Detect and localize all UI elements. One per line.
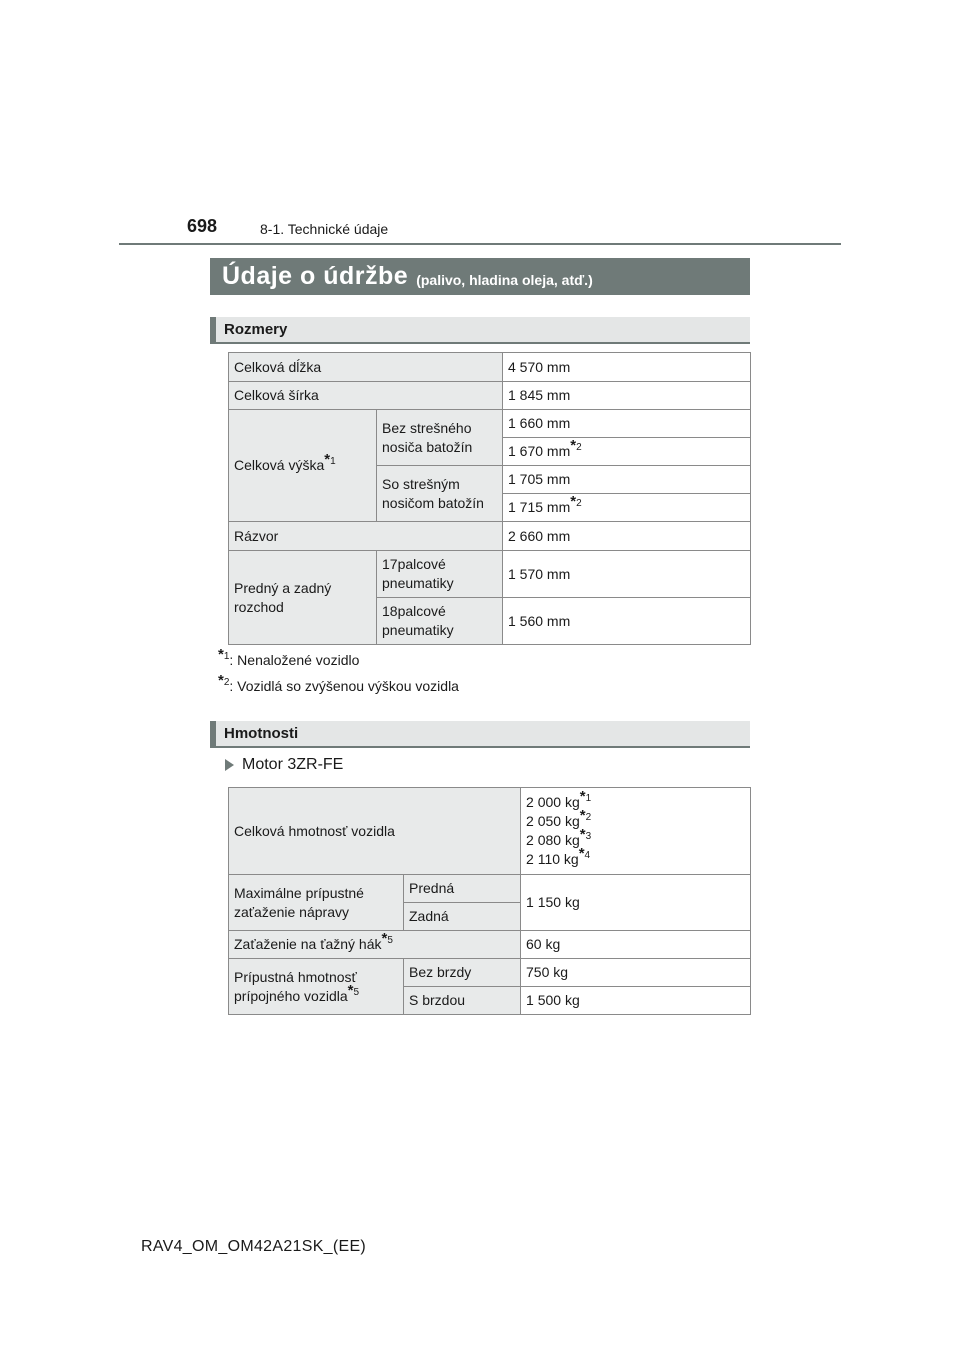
page-number: 698 bbox=[187, 216, 218, 236]
gross-weight-label: Celková hmotnosť vozidla bbox=[229, 788, 521, 875]
footnote-mark: *4 bbox=[578, 845, 591, 863]
table-row bbox=[229, 788, 751, 875]
weights-table bbox=[228, 787, 751, 1015]
weights-heading: Hmotnosti bbox=[210, 721, 750, 748]
footnote-number: 2 bbox=[585, 812, 592, 824]
gross-weight-value bbox=[526, 845, 745, 869]
table-row bbox=[229, 410, 751, 438]
gross-weight-value bbox=[526, 807, 745, 831]
unbraked-label: Bez brzdy bbox=[404, 959, 521, 987]
wheelbase-value: 2 660 mm bbox=[503, 522, 751, 551]
rear-axle-label: Zadná bbox=[404, 903, 521, 931]
gross-weight-value bbox=[526, 826, 745, 850]
table-row bbox=[229, 931, 751, 959]
value-text: 1 670 mm bbox=[508, 443, 571, 459]
with-rack-label: So strešným nosičom batožín bbox=[377, 466, 503, 522]
footnote-number: 3 bbox=[585, 831, 592, 843]
footnote-mark: *1 bbox=[324, 451, 336, 469]
footnote-mark: *2 bbox=[570, 493, 582, 511]
unbraked-value: 750 kg bbox=[521, 959, 751, 987]
footnote-number: 5 bbox=[387, 935, 393, 947]
page-title-bar bbox=[210, 258, 750, 295]
hitch-load-value: 60 kg bbox=[521, 931, 751, 959]
hitch-load-label bbox=[229, 931, 521, 959]
axle-capacity-label: Maximálne prípustné zaťaženie nápravy bbox=[229, 875, 404, 931]
footnote-number: 1 bbox=[330, 456, 336, 468]
tires-17-label: 17palcové pneumatiky bbox=[377, 551, 503, 598]
footnote-mark: *1 bbox=[579, 788, 592, 806]
wheelbase-label: Rázvor bbox=[229, 522, 503, 551]
section-reference: 8-1. Technické údaje bbox=[260, 221, 389, 237]
engine-label: Motor 3ZR-FE bbox=[242, 756, 344, 773]
tread-18-value: 1 560 mm bbox=[503, 598, 751, 645]
footnote-mark: *5 bbox=[381, 930, 393, 948]
page-title: Údaje o údržbe bbox=[222, 262, 409, 290]
value-text: 1 715 mm bbox=[508, 499, 571, 515]
table-row bbox=[229, 353, 751, 382]
footnote-text: : Vozidlá so zvýšenou výškou vozidla bbox=[229, 678, 459, 694]
footnote-number: 5 bbox=[353, 986, 360, 998]
gross-weight-values bbox=[521, 788, 751, 875]
tread-label: Predný a zadný rozchod bbox=[229, 551, 377, 645]
footnote-1 bbox=[218, 646, 360, 668]
footnote-number: 1 bbox=[585, 793, 592, 805]
document-code: RAV4_OM_OM42A21SK_(EE) bbox=[141, 1238, 367, 1255]
table-row bbox=[229, 875, 751, 903]
footnote-mark: *3 bbox=[579, 826, 592, 844]
footnote-2 bbox=[218, 672, 459, 694]
footnote-mark: *5 bbox=[347, 981, 360, 999]
table-row bbox=[229, 382, 751, 410]
footnote-number: 2 bbox=[576, 498, 582, 510]
triangle-bullet-icon bbox=[225, 759, 234, 771]
footnote-number: 4 bbox=[584, 850, 591, 862]
tread-17-value: 1 570 mm bbox=[503, 551, 751, 598]
footnote-number: 1 bbox=[223, 651, 230, 663]
hitch-load-label-text: Zaťaženie na ťažný hák bbox=[234, 936, 382, 952]
overall-length-value: 4 570 mm bbox=[503, 353, 751, 382]
footnote-number: 2 bbox=[576, 442, 582, 454]
header-divider bbox=[119, 243, 841, 245]
dimensions-heading: Rozmery bbox=[210, 317, 750, 344]
footnote-mark: *2 bbox=[579, 807, 592, 825]
table-row bbox=[229, 959, 751, 987]
table-row bbox=[229, 551, 751, 598]
without-rack-label: Bez strešného nosiča batožín bbox=[377, 410, 503, 466]
braked-value: 1 500 kg bbox=[521, 987, 751, 1015]
height-without-rack-raised-value bbox=[503, 438, 751, 466]
tires-18-label: 18palcové pneumatiky bbox=[377, 598, 503, 645]
height-with-rack-raised-value bbox=[503, 494, 751, 522]
page-subtitle: (palivo, hladina oleja, atď.) bbox=[416, 271, 593, 288]
table-row bbox=[229, 522, 751, 551]
gross-weight-value bbox=[526, 788, 745, 812]
trailer-weight-label-text: Prípustná hmotnosť prípojného vozidla bbox=[234, 968, 357, 1004]
footnote-mark: *1 bbox=[218, 646, 230, 664]
dimensions-table bbox=[228, 352, 751, 645]
overall-height-label-text: Celková výška bbox=[234, 457, 325, 473]
overall-width-value: 1 845 mm bbox=[503, 382, 751, 410]
value-text: 2 050 kg bbox=[526, 813, 580, 829]
value-text: 2 000 kg bbox=[526, 794, 580, 810]
overall-width-label: Celková šírka bbox=[229, 382, 503, 410]
height-with-rack-value: 1 705 mm bbox=[503, 466, 751, 494]
value-text: 2 080 kg bbox=[526, 832, 580, 848]
overall-height-label bbox=[229, 410, 377, 522]
front-axle-label: Predná bbox=[404, 875, 521, 903]
axle-capacity-value: 1 150 kg bbox=[521, 875, 751, 931]
footnote-mark: *2 bbox=[218, 672, 230, 690]
engine-bullet bbox=[225, 756, 343, 774]
overall-length-label: Celková dĺžka bbox=[229, 353, 503, 382]
trailer-weight-label bbox=[229, 959, 404, 1015]
footnote-number: 2 bbox=[223, 677, 230, 689]
braked-label: S brzdou bbox=[404, 987, 521, 1015]
footnote-mark: *2 bbox=[570, 437, 582, 455]
value-text: 2 110 kg bbox=[526, 851, 579, 867]
height-without-rack-value: 1 660 mm bbox=[503, 410, 751, 438]
footnote-text: : Nenaložené vozidlo bbox=[229, 652, 360, 668]
